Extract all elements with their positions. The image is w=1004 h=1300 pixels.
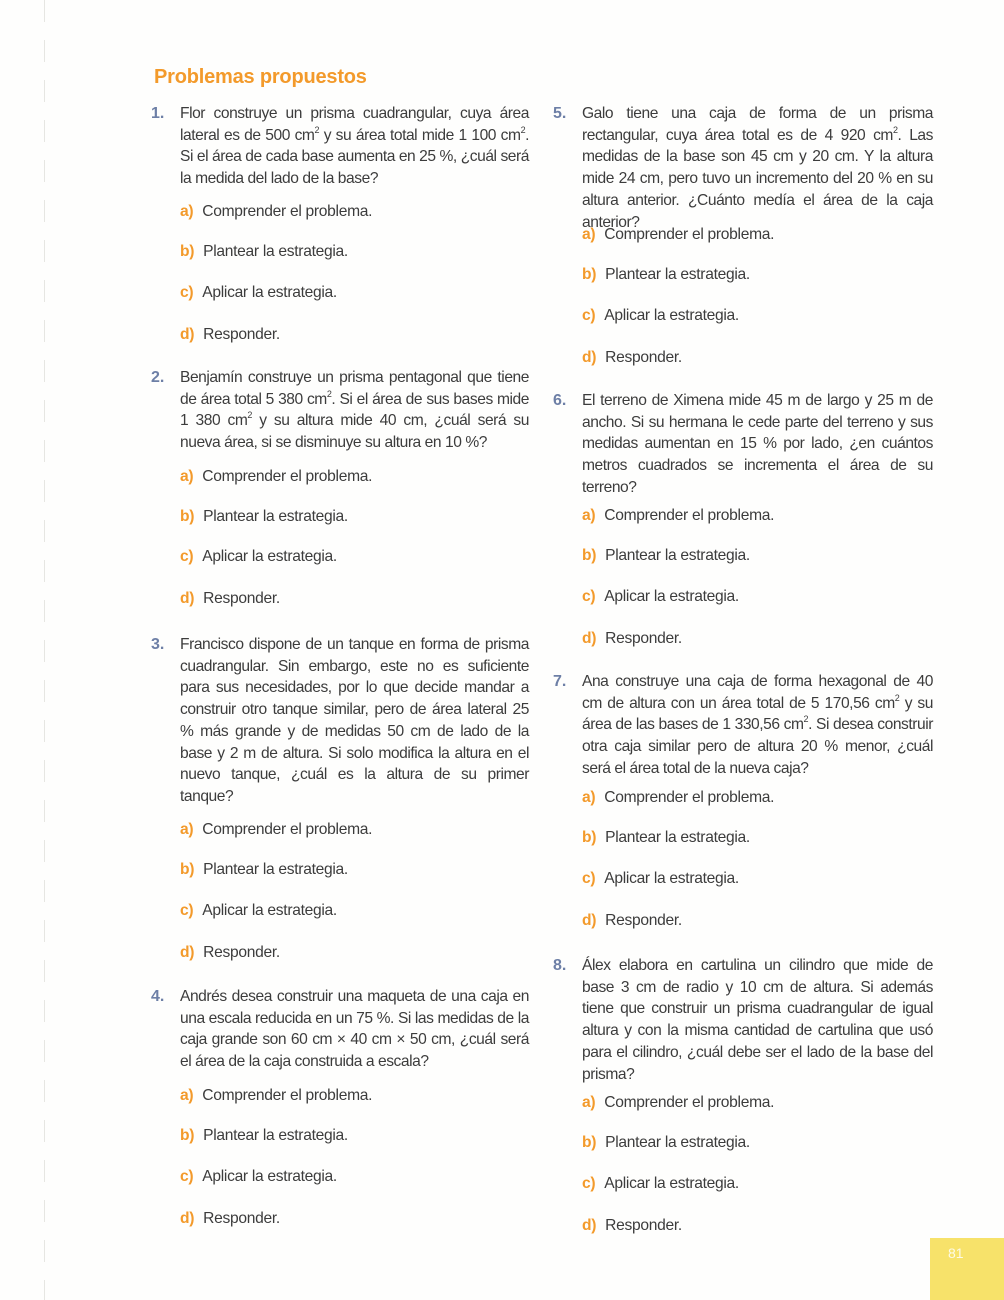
step-answer: d) Responder. [582,630,682,647]
page-edge-guide [44,0,45,1300]
step-apply: c) Aplicar la estrategia. [180,902,337,919]
problem-number: 7. [553,673,567,690]
step-plan: b) Plantear la estrategia. [180,508,348,525]
problem-number: 6. [553,392,567,409]
step-understand: a) Comprender el problema. [180,821,373,838]
problem-number: 4. [151,988,165,1005]
problem-statement: Flor construye un prisma cuadrangular, cuya área lateral es de 500 $cm^2$ y su área total mide 1 100 $cm^2$. Si el área de cada base aumenta en 25 %, ¿cuál será la medida del lado de la base? [180,105,530,188]
step-apply: c) Aplicar la estrategia. [582,307,739,324]
step-plan: b) Plantear la estrategia. [180,861,348,878]
problem-number: 2. [151,369,165,386]
step-apply: c) Aplicar la estrategia. [582,870,739,887]
problem-5 [553,103,933,366]
step-understand: a) Comprender el problema. [582,789,775,806]
problem-number: 5. [553,105,567,122]
step-apply: c) Aplicar la estrategia. [582,1175,739,1192]
step-apply: c) Aplicar la estrategia. [180,548,337,565]
step-answer: d) Responder. [180,326,280,343]
page-title: Problemas propuestos [154,66,367,88]
step-understand: a) Comprender el problema. [582,507,775,524]
problem-statement: Francisco dispone de un tanque en forma de prisma cuadrangular. Sin embargo, este no es suficiente para sus necesidades, por lo que decide mandar a construir otro tanque similar, pero de área lateral 25 % más grande y de medidas 50 cm de lado de la base y 2 m de altura. Si solo modifica la altura en el nuevo tanque, ¿cuál es la altura de su primer tanque? [180,636,529,805]
page-number: 81 [948,1245,964,1261]
step-answer: d) Responder. [180,1210,280,1227]
step-understand: a) Comprender el problema. [180,1087,373,1104]
step-apply: c) Aplicar la estrategia. [180,284,337,301]
step-plan: b) Plantear la estrategia. [582,547,750,564]
step-plan: b) Plantear la estrategia. [582,829,750,846]
problem-2 [151,367,529,607]
step-understand: a) Comprender el problema. [180,468,373,485]
step-plan: b) Plantear la estrategia. [180,1127,348,1144]
problem-statement: Álex elabora en cartulina un cilindro que mide de base 3 cm de radio y 10 cm de altura. Si además tiene que construir un prisma cuadrangular de igual altura y con la misma cantidad de cartulina que usó para el cilindro, ¿cuál debe ser el lado de la base del prisma? [582,957,933,1083]
problem-statement: El terreno de Ximena mide 45 m de largo y 25 m de ancho. Si su hermana le cede parte del terreno y sus medidas aumentan en 15 % por lado, ¿en cuántos metros cuadrados se incrementa el área de su terreno? [582,392,933,496]
step-answer: d) Responder. [180,590,280,607]
page-number-tab [930,1238,1004,1300]
problem-7 [553,671,934,929]
step-answer: d) Responder. [582,349,682,366]
step-understand: a) Comprender el problema. [582,226,775,243]
problem-number: 1. [151,105,165,122]
problem-statement: Galo tiene una caja de forma de un prisma rectangular, cuya área total es de 4 920 $cm^2$. Las medidas de la base son 45 cm y 20 cm. Y la altura mide 24 cm, pero tuvo un incremento del 20 % en su altura anterior. ¿Cuánto medía el área de la caja anterior? [582,105,933,231]
step-plan: b) Plantear la estrategia. [582,1134,750,1151]
problem-number: 3. [151,636,165,653]
problem-statement: Benjamín construye un prisma pentagonal que tiene de área total 5 380 $cm^2$. Si el área de sus bases mide 1 380 $cm^2$ y su altura mide 40 cm, ¿cuál será su nueva área, si se disminuye su altura en 10 %? [180,369,529,452]
step-apply: c) Aplicar la estrategia. [180,1168,337,1185]
step-answer: d) Responder. [582,1217,682,1234]
step-answer: d) Responder. [180,944,280,961]
problem-number: 8. [553,957,567,974]
step-plan: b) Plantear la estrategia. [180,243,348,260]
problem-statement: Ana construye una caja de forma hexagonal de 40 cm de altura con un área total de 5 170,56 $cm^2$ y su área de las bases de 1 330,56 $cm^2$. Si desea construir otra caja similar pero de altura 20 % menor, ¿cuál será el área total de la nueva caja? [582,673,934,777]
problem-4 [151,986,529,1227]
problem-3 [151,634,529,961]
problem-6 [553,390,933,647]
step-apply: c) Aplicar la estrategia. [582,588,739,605]
problem-1 [151,103,530,343]
step-understand: a) Comprender el problema. [582,1094,775,1111]
step-understand: a) Comprender el problema. [180,203,373,220]
step-plan: b) Plantear la estrategia. [582,266,750,283]
problem-8 [553,955,933,1234]
step-answer: d) Responder. [582,912,682,929]
problem-statement: Andrés desea construir una maqueta de una caja en una escala reducida en un 75 %. Si las medidas de la caja grande son 60 cm × 40 cm × 50 cm, ¿cuál será el área de la caja construida a escala? [180,988,529,1071]
